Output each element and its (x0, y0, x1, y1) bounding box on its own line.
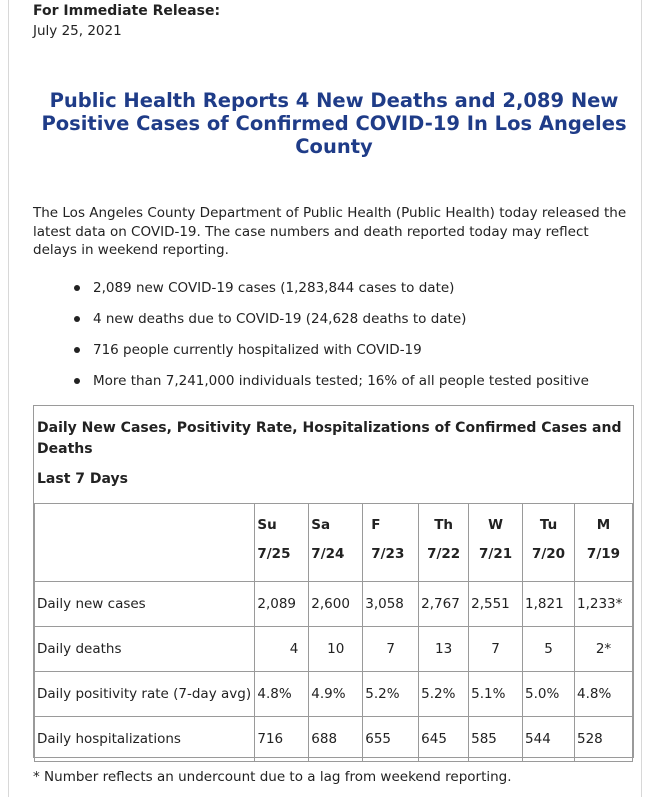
row-label: Daily positivity rate (7-day avg) (35, 672, 255, 717)
footnote: * Number reflects an undercount due to a lag from weekend reporting. (33, 769, 512, 785)
table-cell: 2,089 (255, 582, 309, 627)
table-header-row (35, 504, 633, 582)
daily-data-table (34, 503, 633, 762)
row-label: Daily deaths (35, 627, 255, 672)
headline: Public Health Reports 4 New Deaths and 2,089 New Positive Cases of Confirmed COVID-19 In Los Angeles County (41, 89, 627, 158)
table-cell: 528 (574, 717, 632, 762)
column-date: 7/21 (479, 546, 513, 562)
table-cell: 7 (469, 627, 523, 672)
table-cell: 1,821 (523, 582, 575, 627)
table-cell: 4.8% (255, 672, 309, 717)
column-day: Tu (539, 517, 558, 533)
column-day: Sa (311, 517, 331, 533)
column-date: 7/20 (531, 546, 566, 562)
column-date: 7/23 (371, 546, 405, 562)
row-label: Daily new cases (35, 582, 255, 627)
table-cell: 3,058 (363, 582, 419, 627)
table-cell: 5.2% (419, 672, 469, 717)
table-cell: 10 (309, 627, 363, 672)
table-cell: 688 (309, 717, 363, 762)
column-header (574, 504, 632, 582)
table-cell: 2,551 (469, 582, 523, 627)
table-row (35, 717, 633, 762)
table-cell: 5 (523, 627, 575, 672)
table-cell: 645 (419, 717, 469, 762)
table-cell: 2,600 (309, 582, 363, 627)
column-date: 7/24 (311, 546, 345, 562)
release-date: July 25, 2021 (33, 23, 122, 39)
column-day: Su (257, 517, 277, 533)
list-item: More than 7,241,000 individuals tested; 16% of all people tested positive (71, 372, 589, 403)
table-cell: 4.8% (574, 672, 632, 717)
list-item: 4 new deaths due to COVID-19 (24,628 deaths to date) (71, 310, 589, 341)
intro-paragraph: The Los Angeles County Department of Public Health (Public Health) today released the latest data on COVID-19. The case numbers and death reported today may reflect delays in weekend reporting. (33, 205, 627, 258)
column-header (419, 504, 469, 582)
column-day: Th (434, 517, 454, 533)
column-date: 7/19 (586, 546, 621, 562)
column-date: 7/22 (427, 546, 461, 562)
data-table-box (33, 405, 634, 758)
table-cell: 4 (255, 627, 309, 672)
table-header-empty (35, 504, 255, 582)
table-cell: 13 (419, 627, 469, 672)
column-header (363, 504, 419, 582)
table-row (35, 672, 633, 717)
table-cell: 5.2% (363, 672, 419, 717)
table-row (35, 627, 633, 672)
column-header (469, 504, 523, 582)
table-cell: 5.0% (523, 672, 575, 717)
column-header (255, 504, 309, 582)
list-item: 2,089 new COVID-19 cases (1,283,844 cases to date) (71, 279, 589, 310)
table-cell: 4.9% (309, 672, 363, 717)
column-day: F (371, 517, 381, 533)
table-title: Daily New Cases, Positivity Rate, Hospitalizations of Confirmed Cases and Deaths (37, 420, 622, 457)
table-cell: 655 (363, 717, 419, 762)
table-cell: 7 (363, 627, 419, 672)
key-stats-list (71, 279, 589, 403)
table-subtitle: Last 7 Days (37, 471, 128, 487)
column-date: 7/25 (257, 546, 291, 562)
press-release-page (8, 0, 642, 797)
column-day: W (488, 517, 504, 533)
column-day: M (596, 517, 611, 533)
row-label: Daily hospitalizations (35, 717, 255, 762)
table-cell: 716 (255, 717, 309, 762)
table-cell: 2,767 (419, 582, 469, 627)
table-cell: 2* (574, 627, 632, 672)
column-header (523, 504, 575, 582)
table-cell: 5.1% (469, 672, 523, 717)
table-cell: 585 (469, 717, 523, 762)
table-cell: 544 (523, 717, 575, 762)
list-item: 716 people currently hospitalized with COVID-19 (71, 341, 589, 372)
table-cell: 1,233* (574, 582, 632, 627)
table-row (35, 582, 633, 627)
column-header (309, 504, 363, 582)
release-label: For Immediate Release: (33, 3, 221, 19)
